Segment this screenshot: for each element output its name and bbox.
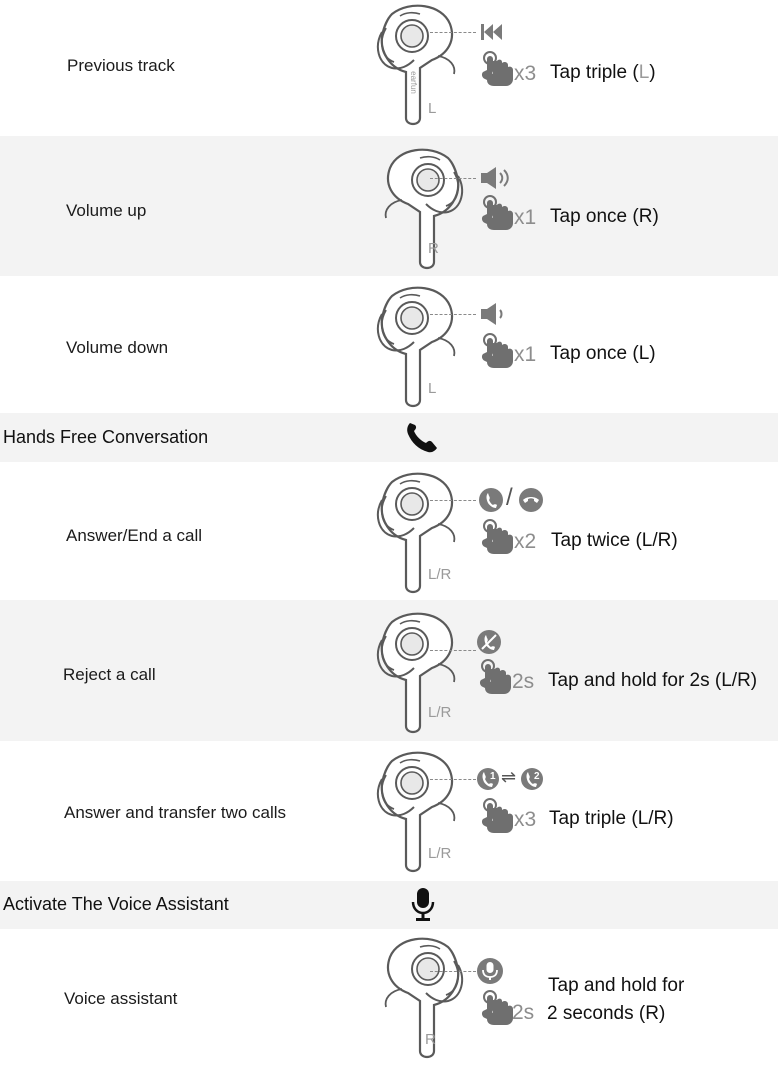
row-label: Volume up (66, 201, 147, 220)
gesture-count: 2s (512, 670, 535, 693)
call-1-number: 1 (490, 771, 496, 782)
earbud-illustration (370, 935, 470, 1065)
gesture-row-answer-end-call (0, 462, 778, 600)
gesture-action: Tap triple (L/R) (549, 808, 674, 829)
row-label: Previous track (67, 56, 175, 75)
earbud-side-label: L/R (428, 845, 452, 862)
icon-separator: / (506, 484, 513, 511)
swap-icon: ⇌ (501, 767, 517, 787)
gesture-row-volume-down (0, 276, 778, 413)
earbud-illustration (370, 146, 470, 276)
leader-line (430, 650, 476, 651)
earbud-side-label: L (428, 100, 437, 117)
tap-hand-icon (480, 518, 514, 554)
tap-hand-icon (480, 332, 514, 368)
answer-call-icon (478, 487, 504, 513)
microphone-icon (410, 887, 436, 923)
gesture-row-volume-up (0, 136, 778, 276)
gesture-count: 2s (512, 1001, 535, 1024)
earbud-side-label: R (428, 240, 439, 257)
leader-line (430, 779, 476, 780)
call-2-icon (520, 767, 544, 791)
end-call-icon (518, 487, 544, 513)
earbud-illustration (370, 284, 470, 414)
gesture-action-line1: Tap and hold for (548, 975, 685, 996)
tap-hand-icon (480, 989, 514, 1025)
phone-icon (404, 420, 440, 454)
leader-line (430, 971, 476, 972)
earbud-illustration (370, 749, 470, 879)
leader-line (430, 314, 476, 315)
tap-hand-icon (480, 50, 514, 86)
reject-call-icon (476, 629, 502, 655)
previous-track-icon (480, 23, 504, 41)
earbud-side-label: R (425, 1031, 436, 1048)
gesture-action: Tap twice (L/R) (551, 530, 678, 551)
row-label: Answer and transfer two calls (64, 803, 287, 822)
section-header-hands-free (0, 413, 778, 462)
call-2-number: 2 (534, 771, 540, 782)
earbud-side-label: L/R (428, 704, 452, 721)
leader-line (430, 32, 476, 33)
row-label: Voice assistant (64, 989, 178, 1008)
earbud-brand-text: earfun (408, 71, 418, 94)
gesture-action: Tap triple (L) (550, 62, 656, 83)
earbud-side-label: L (428, 380, 437, 397)
earbud-illustration (370, 2, 470, 132)
tap-hand-icon (478, 658, 512, 694)
gesture-row-transfer-calls (0, 741, 778, 881)
gesture-row-voice-assistant (0, 929, 778, 1062)
gesture-count: x1 (514, 206, 537, 229)
leader-line (430, 500, 476, 501)
gesture-action: Tap and hold for 2s (L/R) (548, 670, 758, 691)
earbud-illustration (370, 610, 470, 740)
gesture-action: Tap once (L) (550, 343, 656, 364)
row-label: Reject a call (63, 665, 156, 684)
gesture-count: x1 (514, 343, 537, 366)
gesture-row-previous-track (0, 0, 778, 136)
gesture-count: x2 (514, 530, 537, 553)
call-1-icon (476, 767, 500, 791)
gesture-action: Tap once (R) (550, 206, 659, 227)
earbud-illustration (370, 470, 470, 600)
section-title: Activate The Voice Assistant (3, 894, 229, 914)
earbud-side-label: L/R (428, 566, 452, 583)
volume-down-icon (480, 302, 506, 326)
gesture-count: x3 (514, 808, 537, 831)
volume-up-icon (480, 166, 514, 190)
section-title: Hands Free Conversation (3, 427, 209, 447)
section-header-voice-assistant (0, 881, 778, 929)
leader-line (430, 178, 476, 179)
tap-hand-icon (480, 797, 514, 833)
tap-hand-icon (480, 194, 514, 230)
gesture-row-reject-call (0, 600, 778, 741)
gesture-action-line2: 2 seconds (R) (547, 1003, 666, 1024)
row-label: Volume down (66, 338, 169, 357)
gesture-count: x3 (514, 62, 537, 85)
microphone-circle-icon (476, 957, 504, 985)
row-label: Answer/End a call (66, 526, 203, 545)
